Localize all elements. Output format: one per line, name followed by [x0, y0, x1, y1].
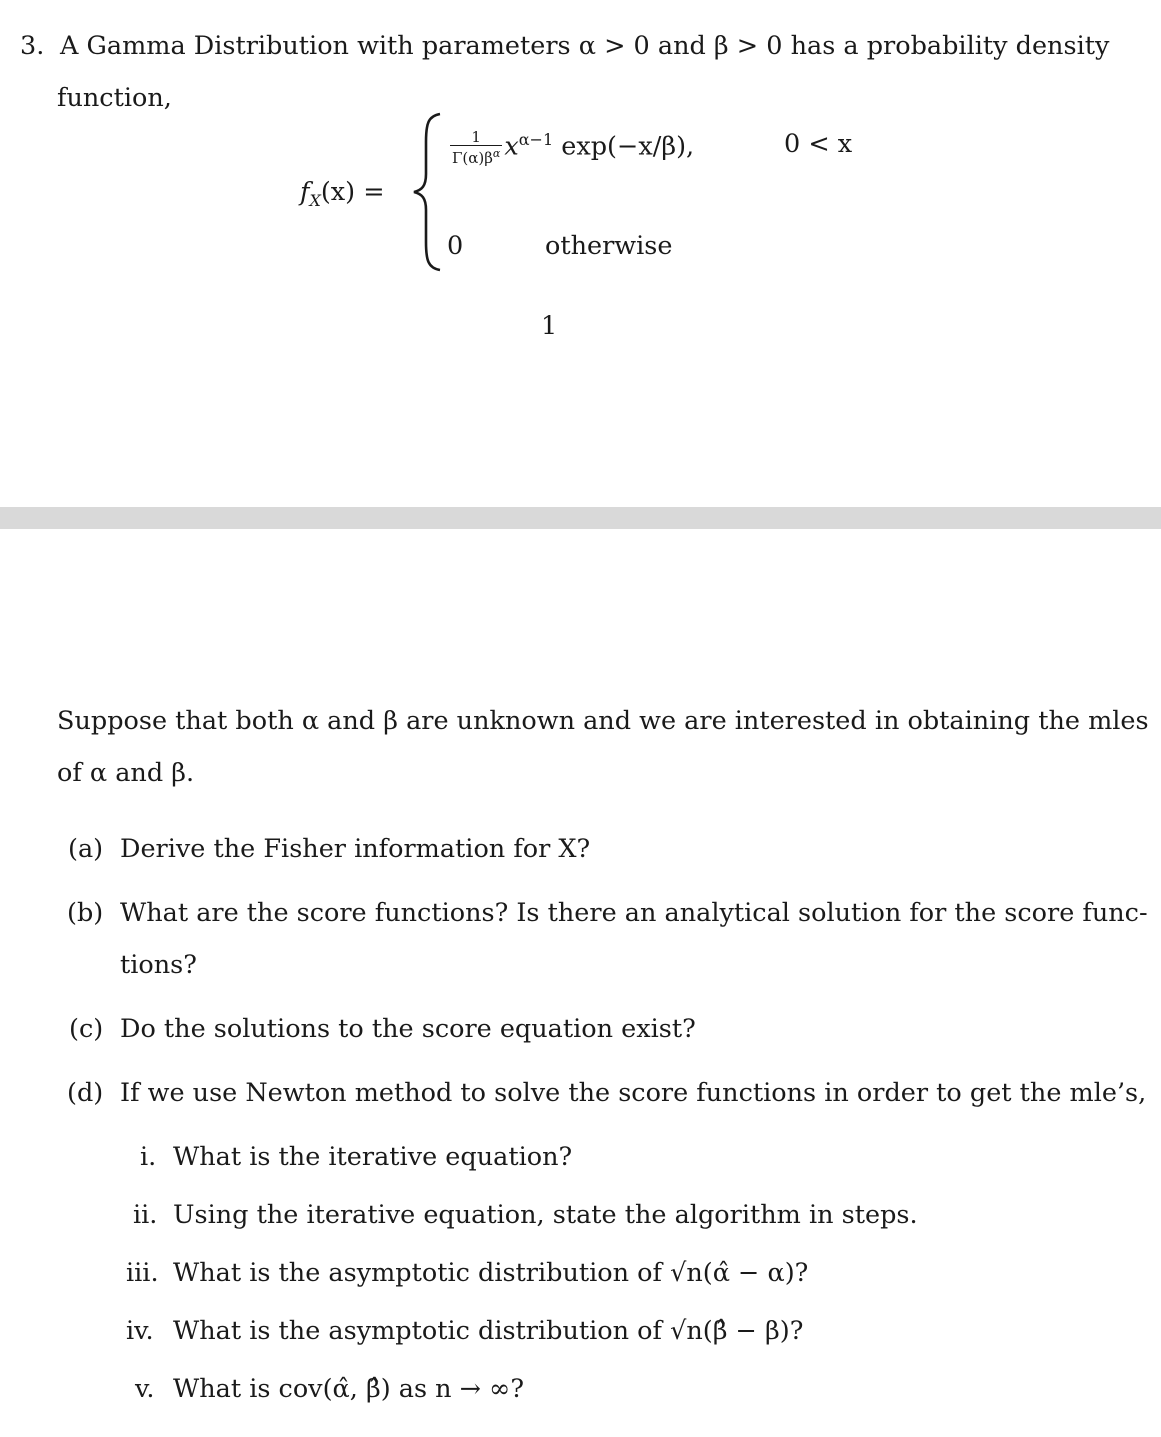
subpart-i-text: What is the iterative equation? [173, 1142, 573, 1172]
equation-fraction-denominator: $\Gamma(\alpha)\beta^\alpha$ [452, 147, 501, 167]
part-b-text-line2: tions? [120, 950, 197, 980]
part-c-text: Do the solutions to the score equation exist? [120, 1014, 696, 1044]
part-d-text: If we use Newton method to solve the score functions in order to get the mle’s, [120, 1078, 1147, 1108]
problem-intro-line2: function, [57, 83, 172, 113]
subpart-i-label: i. [140, 1142, 157, 1172]
equation-case1-var: x [504, 131, 519, 162]
part-d-label: (d) [67, 1078, 104, 1108]
equation-lhs-sub: X [309, 191, 321, 211]
subpart-iii-text: What is the asymptotic distribution of √n(α̂ − α)? [173, 1258, 809, 1288]
equation-case1-condition: 0 < x [784, 129, 853, 159]
left-brace-icon [410, 112, 444, 272]
equation-lhs-f: f [300, 177, 310, 207]
equation-fraction-numerator: 1 [450, 129, 502, 146]
subpart-iv-text: What is the asymptotic distribution of √n(β̂ − β)? [173, 1316, 804, 1346]
subpart-iv-label: iv. [126, 1316, 154, 1346]
equation-case1 [448, 124, 694, 166]
equation-fraction [450, 129, 502, 166]
subpart-ii-text: Using the iterative equation, state the algorithm in steps. [173, 1200, 918, 1230]
equation-lhs-arg: (x) = [320, 177, 385, 207]
problem-intro-line1: A Gamma Distribution with parameters α > 0 and β > 0 has a probability density [60, 31, 1110, 61]
equation-lhs [300, 176, 385, 217]
part-b-label: (b) [67, 898, 104, 928]
part-c-label: (c) [69, 1014, 104, 1044]
subpart-v-text: What is cov(α̂, β̂) as n → ∞? [173, 1374, 525, 1404]
equation-case1-exponent: α−1 [518, 130, 554, 149]
paragraph-line2: of α and β. [57, 758, 195, 788]
equation-case2-value: 0 [447, 231, 464, 261]
page-number: 1 [541, 311, 558, 341]
subpart-iii-label: iii. [126, 1258, 159, 1288]
page-divider [0, 507, 1161, 529]
problem-number: 3. [20, 31, 45, 61]
subpart-ii-label: ii. [133, 1200, 158, 1230]
part-b-text-line1: What are the score functions? Is there an analytical solution for the score func- [120, 898, 1148, 928]
equation-case1-rest: exp(−x/β), [561, 131, 695, 162]
subpart-v-label: v. [135, 1374, 155, 1404]
part-a-text: Derive the Fisher information for X? [120, 834, 591, 864]
part-a-label: (a) [68, 834, 104, 864]
paragraph-line1: Suppose that both α and β are unknown and we are interested in obtaining the mles [57, 706, 1149, 736]
equation-case2-condition: otherwise [545, 231, 673, 261]
